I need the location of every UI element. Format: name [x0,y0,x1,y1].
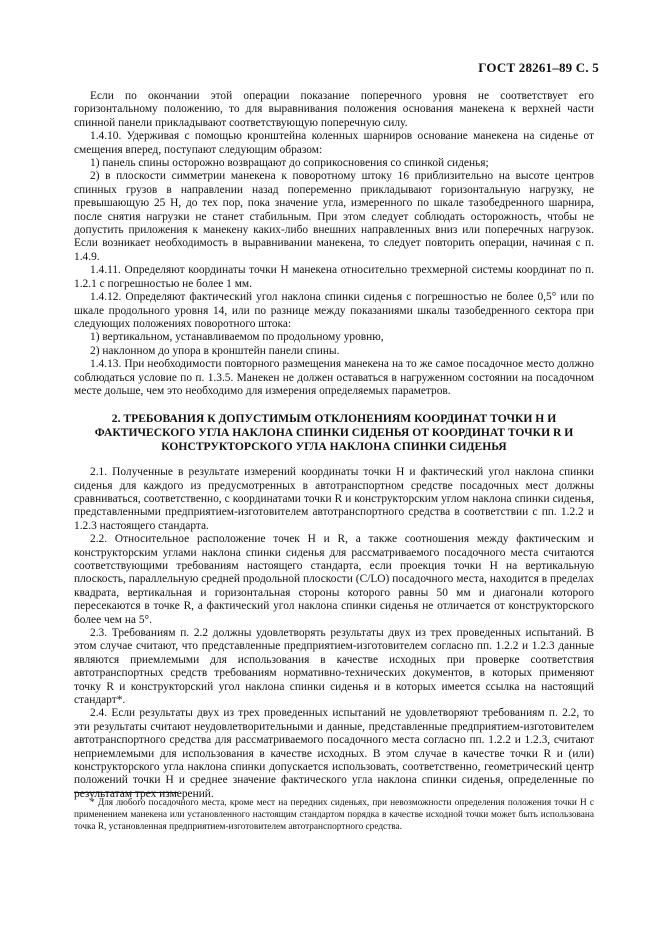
paragraph: 2.4. Если результаты двух из трех проведенных испытаний не удовлетворяют требованиям п. 2.2, то эти результаты считают неудовлетворительными и данные, представленные предприятием-изготовителем автотранспортного средства для рассматриваемого посадочного места согласно пп. 1.2.2 и 1.2.3, считают неприемлемыми для использования в качестве исходных. В этом случае в качестве точки R и (или) конструкторского угла наклона спинки допускается использовать, соответственно, геометрический центр положений точки H и среднее значение фактического угла наклона спинки сиденья, определенные по результатам трех измерений. [74,707,594,800]
paragraph: Если по окончании этой операции показание поперечного уровня не соответствует его горизонтальному положению, то для выравнивания положения основания манекена к верхней части спинной панели прикладывают соответствующую поперечную силу. [74,90,594,129]
footnote [74,797,594,833]
running-header: ГОСТ 28261–89 С. 5 [478,60,599,75]
section-heading: 2. ТРЕБОВАНИЯ К ДОПУСТИМЫМ ОТКЛОНЕНИЯМ КООРДИНАТ ТОЧКИ H И ФАКТИЧЕСКОГО УГЛА НАКЛОНА СПИНКИ СИДЕНЬЯ ОТ КООРДИНАТ ТОЧКИ R И КОНСТРУКТОРСКОГО УГЛА НАКЛОНА СПИНКИ СИДЕНЬЯ [94,412,574,453]
paragraph: 1.4.13. При необходимости повторного размещения манекена на то же самое посадочное место должно соблюдаться условие по п. 1.3.5. Манекен не должен оставаться в нагруженном состоянии на посадочном месте дольше, чем это необходимо для измерения определяемых параметров. [74,358,594,397]
paragraph: 2.2. Относительное расположение точек H и R, а также соотношения между фактическим и конструкторским углами наклона спинки сиденья для рассматриваемого посадочного места считаются соответствующими требованиям настоящего стандарта, если проекция точки H на вертикальную плоскость, параллельную средней продольной плоскости (C/LO) посадочного места, находится в пределах квадрата, вертикальная и горизонтальная стороны которого равны 50 мм и диагонали которого пересекаются в точке R, а фактический угол наклона спинки сиденья не отличается от конструкторского более чем на 5°. [74,533,594,626]
paragraph: 1.4.11. Определяют координаты точки H манекена относительно трехмерной системы координат по п. 1.2.1 с погрешностью не более 1 мм. [74,264,594,290]
paragraph: 1.4.10. Удерживая с помощью кронштейна коленных шарниров основание манекена на сиденье от смещения вперед, поступают следующим образом: [74,130,594,156]
list-item: 2) в плоскости симметрии манекена к поворотному штоку 16 приблизительно на высоте центров спинных грузов в направлении назад попеременно прикладывают горизонтальную нагрузку, не превышающую 25 Н, до тех пор, пока значение угла, измеренного по шкале тазобедренного шарнира, после снятия нагрузки не станет стабильным. При этом следует соблюдать осторожность, чтобы не допустить приложения к манекену каких-либо внешних направленных вниз или поперечных нагрузок. Если возникает необходимость в выравнивании манекена, то следует повторить операции, начиная с п. 1.4.9. [74,170,594,263]
paragraph: 1.4.12. Определяют фактический угол наклона спинки сиденья с погрешностью не более 0,5° или по шкале продольного уровня 14, или по разнице между показаниями шкалы тазобедренного сектора при следующих положениях поворотного штока: [74,291,594,330]
list-item: 1) панель спины осторожно возвращают до соприкосновения со спинкой сиденья; [90,157,489,170]
footnote-divider [74,792,178,793]
paragraph: 2.1. Полученные в результате измерений координаты точки H и фактический угол наклона спинки сиденья для каждого из предусмотренных в автотранспортном средстве посадочных мест должны сравниваться, соответственно, с координатами точки R и конструкторским углом наклона спинки сиденья, представленными предприятием-изготовителем автотранспортного средства в соответствии с пп. 1.2.2 и 1.2.3 настоящего стандарта. [74,466,594,532]
list-item: 1) вертикальном, устанавливаемом по продольному уровню, [90,331,384,344]
footnote-text: * Для любого посадочного места, кроме мест на передних сиденьях, при невозможности определения положения точки H с применением манекена или установленного настоящим стандартом порядка в качестве исходной точки может быть использована точка R, установленная предприятием-изготовителем автотранспортного средства. [74,798,594,832]
paragraph: 2.3. Требованиям п. 2.2 должны удовлетворять результаты двух из трех проведенных испытаний. В этом случае считают, что представленные предприятием-изготовителем согласно пп. 1.2.2 и 1.2.3 данные являются приемлемыми для использования в качестве исходных при проверке соответствия автотранспортных средств требованиям нормативно-технических документов, в которых применяют точку R и конструкторский угол наклона спинки сиденья и в которых имеется ссылка на настоящий стандарт*. [74,627,594,707]
document-body [74,90,594,801]
list-item: 2) наклонном до упора в кронштейн панели спины. [90,344,340,357]
